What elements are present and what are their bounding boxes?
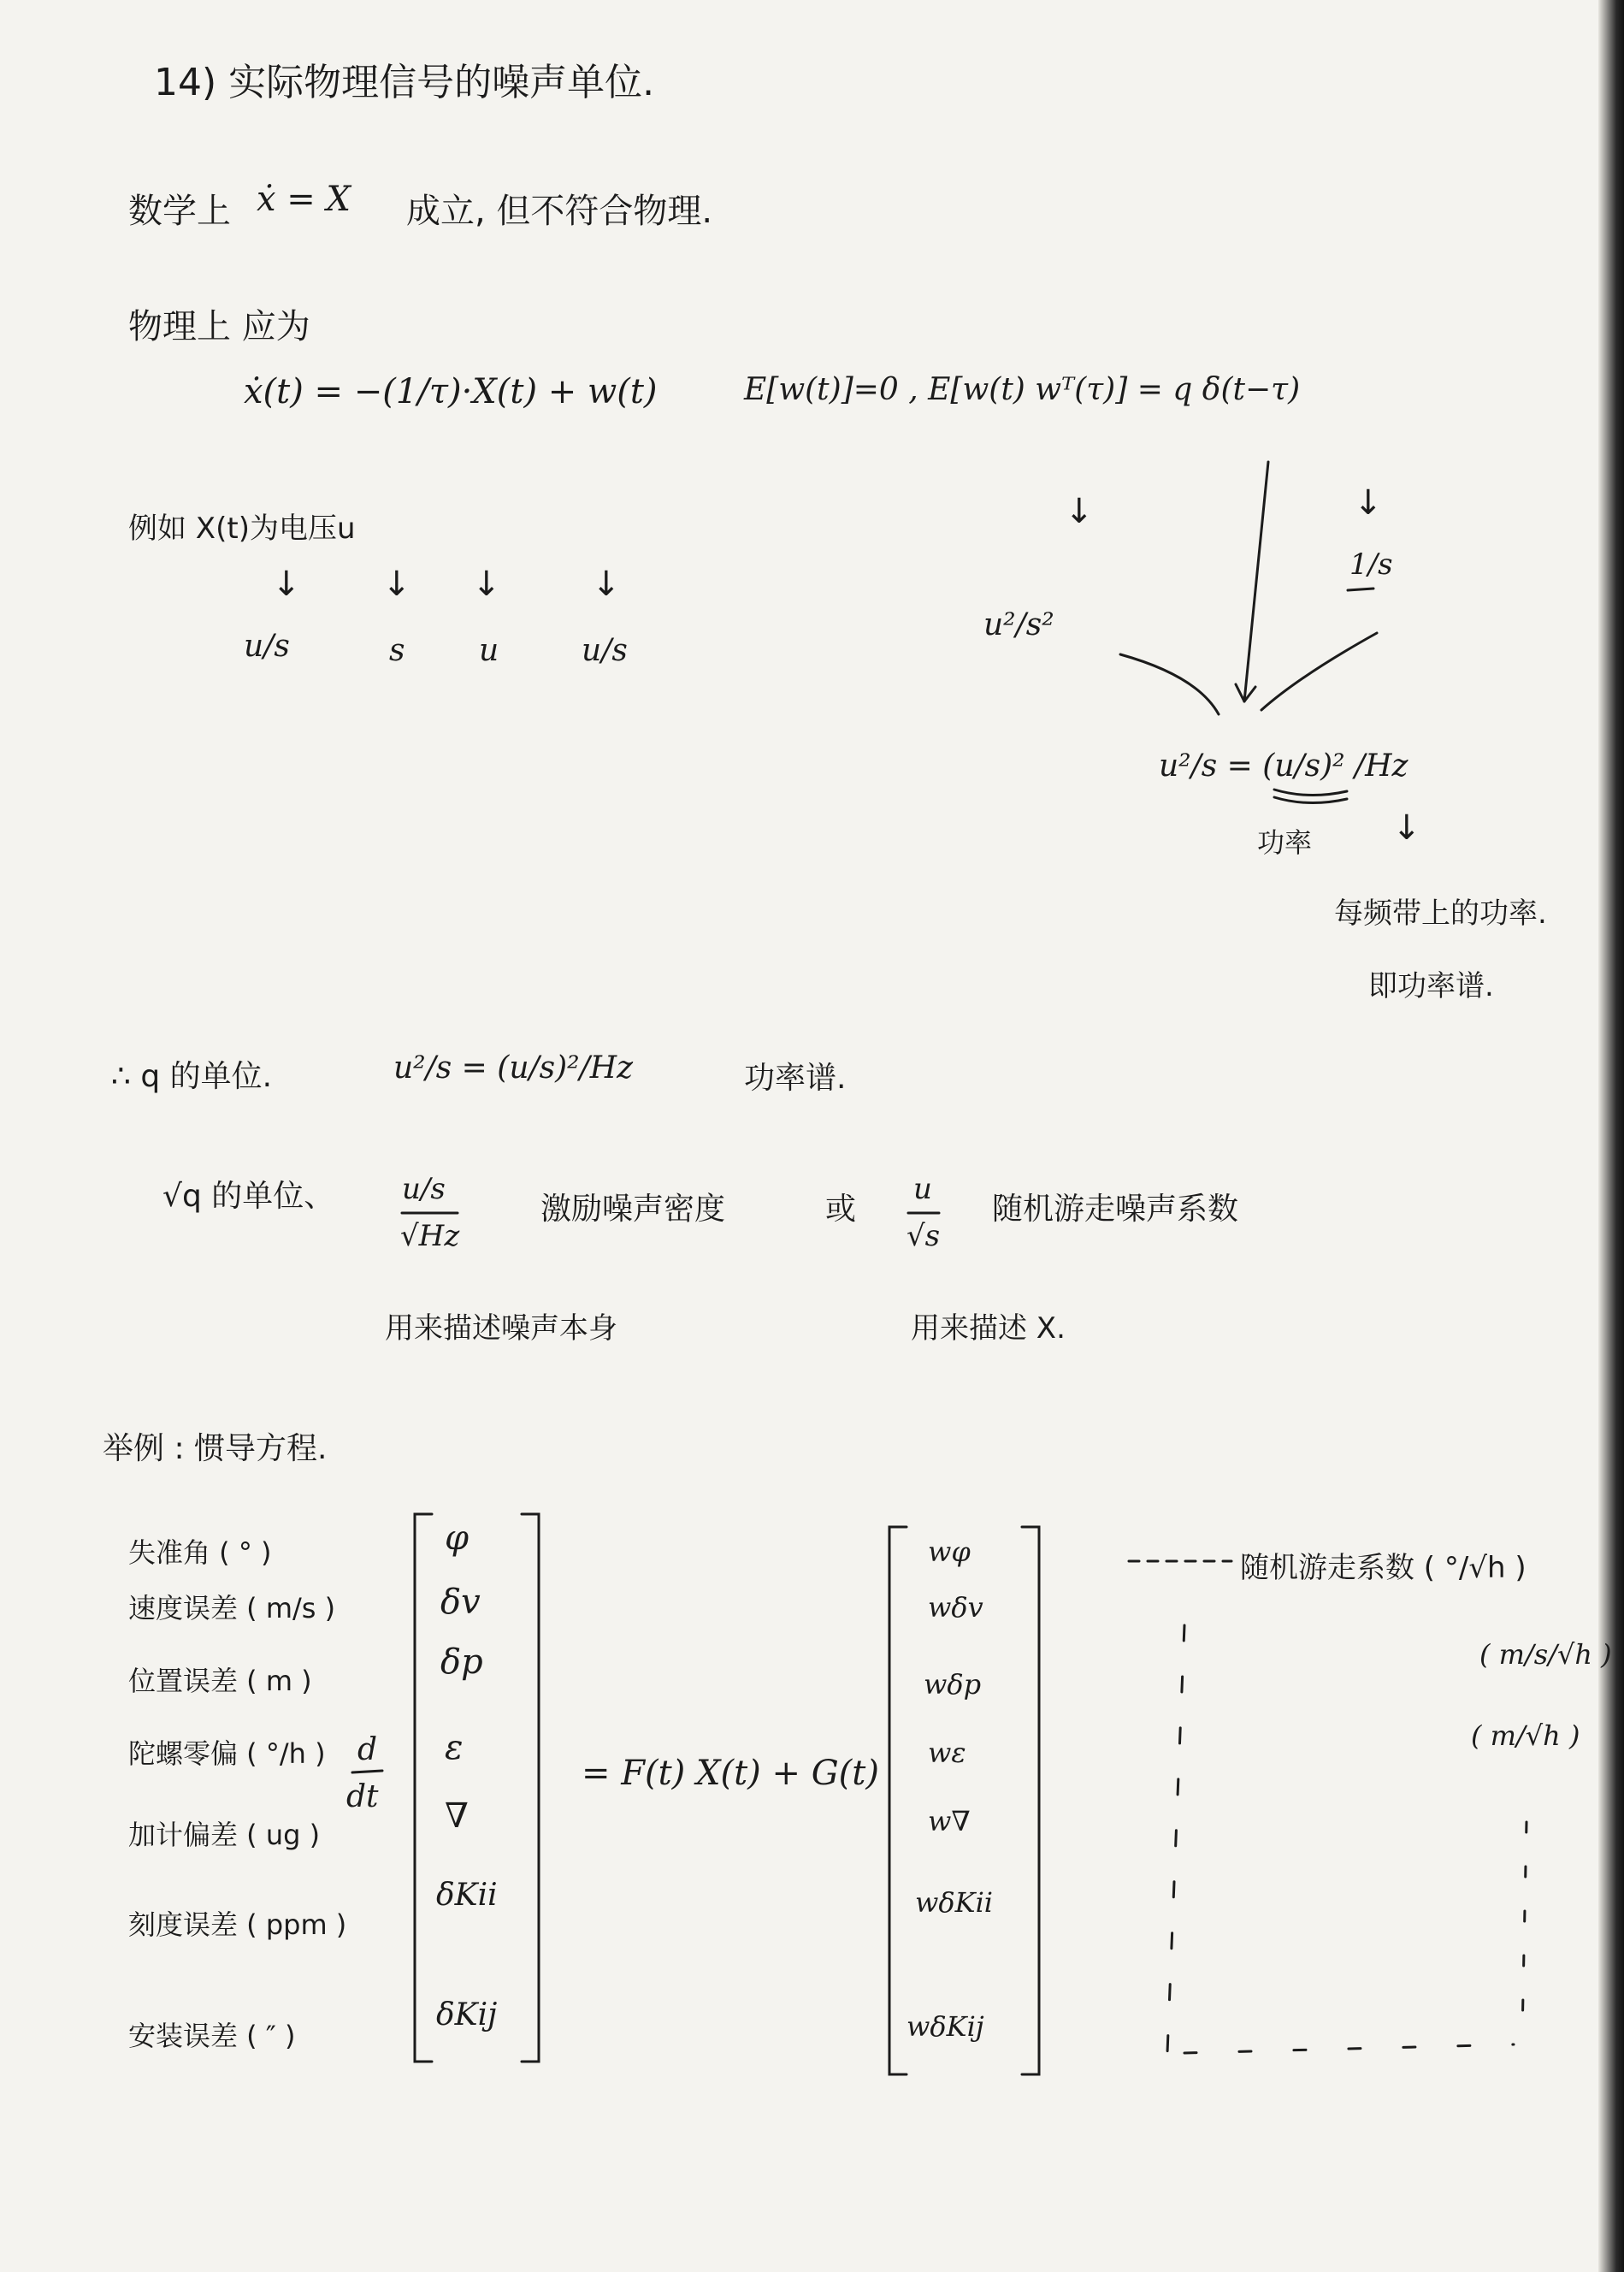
state-symbol: δKij <box>436 1997 498 2032</box>
noise-statistics: E[w(t)]=0 , E[w(t) wᵀ(τ)] = q δ(t−τ) <box>744 372 1301 407</box>
state-equation: ẋ(t) = −(1/τ)·X(t) + w(t) <box>244 372 658 411</box>
page-heading: 14) 实际物理信号的噪声单位. <box>154 61 655 104</box>
state-symbol: δKii <box>436 1878 498 1913</box>
noise-symbol: wδKij <box>906 2010 984 2043</box>
result-equation: u²/s = (u/s)² /Hz <box>1159 748 1408 784</box>
unit-tau: s <box>389 633 405 668</box>
state-symbol: ∇ <box>445 1796 469 1836</box>
state-name: 安装误差 ( ″ ) <box>128 2020 296 2052</box>
state-name: 位置误差 ( m ) <box>128 1665 312 1697</box>
down-arrow-icon: ↓ <box>1392 808 1421 848</box>
derivative-den: dt <box>346 1779 379 1814</box>
unit-x: u <box>479 633 499 668</box>
example2-label: 举例 : 惯导方程. <box>103 1431 328 1466</box>
state-symbol: φ <box>445 1518 469 1558</box>
sqrt-q-desc1: 激励噪声密度 <box>540 1192 726 1227</box>
result-note-line2: 即功率谱. <box>1368 969 1494 1003</box>
q-unit-label: ∴ q 的单位. <box>111 1059 273 1094</box>
random-walk-label: 随机游走系数 ( °/√h ) <box>1240 1551 1527 1585</box>
sqrt-q-frac1-den: √Hz <box>400 1219 460 1253</box>
sqrt-q-desc2: 随机游走噪声系数 <box>992 1192 1239 1227</box>
sqrt-q-note2: 用来描述 X. <box>911 1311 1066 1346</box>
math-label: 数学上 <box>128 192 231 231</box>
noise-symbol: w∇ <box>928 1805 971 1837</box>
state-symbol: δp <box>440 1642 483 1682</box>
noise-symbol: wε <box>928 1737 966 1769</box>
unit-w: u/s <box>582 633 628 668</box>
sqrt-q-or: 或 <box>825 1192 857 1227</box>
state-name: 陀螺零偏 ( °/h ) <box>128 1737 326 1770</box>
down-arrow-icon: ↓ <box>472 565 501 604</box>
state-name: 失准角 ( ° ) <box>128 1536 272 1569</box>
down-arrow-icon: ↓ <box>1065 492 1094 531</box>
state-symbol: ε <box>445 1728 464 1767</box>
state-name: 速度误差 ( m/s ) <box>128 1592 336 1624</box>
noise-symbol: wδKii <box>915 1886 994 1919</box>
down-arrow-icon: ↓ <box>382 565 411 604</box>
sqrt-q-frac2-den: √s <box>906 1219 941 1253</box>
down-arrow-icon: ↓ <box>272 565 301 604</box>
random-walk-unit: ( m/√h ) <box>1471 1719 1580 1752</box>
noise-symbol: wφ <box>928 1535 971 1568</box>
state-symbol: δv <box>440 1583 481 1622</box>
state-name: 刻度误差 ( ppm ) <box>128 1908 347 1941</box>
q-unit-equation: u²/s = (u/s)²/Hz <box>393 1050 634 1086</box>
random-walk-unit: ( m/s/√h ) <box>1479 1638 1612 1671</box>
math-equation: ẋ = X <box>257 180 351 219</box>
down-arrow-icon: ↓ <box>592 565 621 604</box>
noise-symbol: wδv <box>928 1591 983 1624</box>
physics-label: 物理上 应为 <box>128 307 310 346</box>
sqrt-q-frac2-num: u <box>913 1172 932 1206</box>
result-power-label: 功率 <box>1257 826 1313 859</box>
down-arrow-icon: ↓ <box>1354 483 1383 523</box>
sqrt-q-label: √q 的单位、 <box>162 1179 335 1214</box>
unit-inverse-s: 1/s <box>1349 547 1393 582</box>
derivative-num: d <box>357 1732 378 1767</box>
unit-squared: u²/s² <box>983 607 1054 642</box>
sqrt-q-note1: 用来描述噪声本身 <box>385 1311 617 1346</box>
sqrt-q-frac1-num: u/s <box>402 1172 446 1206</box>
q-unit-suffix: 功率谱. <box>744 1061 847 1096</box>
math-suffix: 成立, 但不符合物理. <box>406 192 713 231</box>
system-equation: = F(t) X(t) + G(t) <box>582 1754 879 1793</box>
result-note-line1: 每频带上的功率. <box>1334 896 1547 931</box>
unit-xdot: u/s <box>244 629 290 664</box>
noise-symbol: wδp <box>924 1668 982 1701</box>
state-name: 加计偏差 ( ug ) <box>128 1819 321 1851</box>
example-label: 例如 X(t)为电压u <box>128 512 356 546</box>
